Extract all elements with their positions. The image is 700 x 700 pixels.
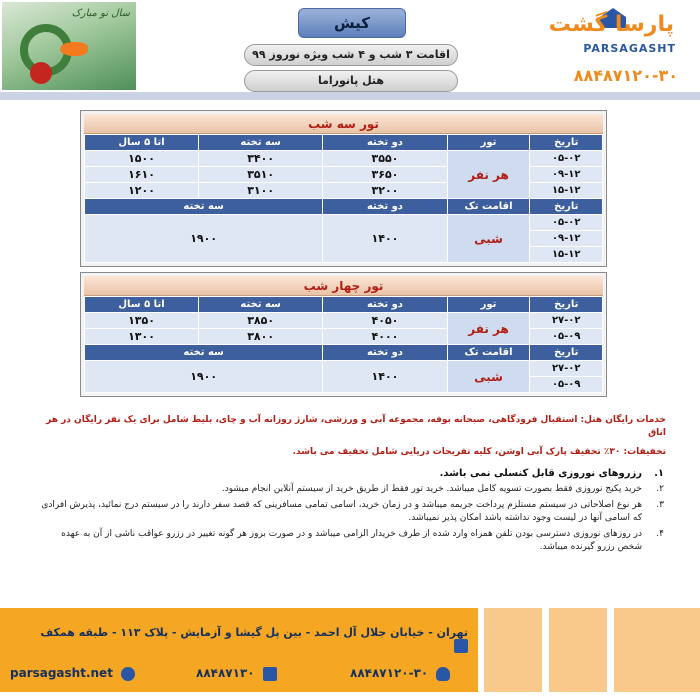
row-child: ۱۵۰۰ bbox=[85, 151, 199, 167]
row-date: ۱۵-۱۲ bbox=[530, 183, 603, 199]
row-triple: ۳۴۰۰ bbox=[198, 151, 322, 167]
tour-three-nights bbox=[80, 110, 607, 267]
per-person-label: هر نفر bbox=[447, 313, 530, 345]
decor-square bbox=[484, 608, 542, 692]
rules-list bbox=[36, 467, 666, 554]
extra-header-row bbox=[85, 199, 603, 215]
row-date: ۱۵-۱۲ bbox=[530, 247, 603, 263]
col-triple: سه تخته bbox=[198, 135, 322, 151]
row-triple: ۳۵۱۰ bbox=[198, 167, 322, 183]
item-number: ۳. bbox=[656, 500, 664, 510]
item-number: ۱. bbox=[654, 468, 664, 479]
col-double: دو تخته bbox=[323, 345, 447, 361]
col-child: اتا ۵ سال bbox=[85, 135, 199, 151]
phone-number bbox=[350, 666, 450, 681]
item-text: هر نوع اصلاحاتی در سیستم مستلزم پرداخت جریمه میباشد و در زمان خرید، اسامی تمامی مسافرینی که قصد سفر دارند را در سیستم درج نمائید، پذیرش افرادی که اسامی آنها در لیست وجود نداشته باشد امکان پذیر نمیباشد. bbox=[41, 500, 642, 523]
col-triple: سه تخته bbox=[85, 199, 323, 215]
header bbox=[0, 0, 700, 96]
extra-triple-price: ۱۹۰۰ bbox=[85, 361, 323, 393]
row-date: ۰۵-۰۹ bbox=[530, 329, 603, 345]
goldfish-icon bbox=[60, 42, 88, 56]
extra-header-row bbox=[85, 345, 603, 361]
free-services-note: خدمات رایگان هتل: استقبال فرودگاهی، صبحانه بوفه، مجموعه آبی و ورزشی، شارژ روزانه آب و چای، بلیط شامل برای یک نفر رایگان در هر اتاق bbox=[46, 415, 666, 438]
discounts-note: تخفیفات: ۳۰٪ تخفیف پارک آبی اوشن، کلیه تفریحات دریایی شامل تخفیف می باشد. bbox=[292, 447, 666, 457]
greeting-text: سال نو مبارک bbox=[71, 8, 130, 19]
brand-latin: PARSAGASHT bbox=[583, 42, 676, 55]
decor-square bbox=[614, 608, 700, 692]
col-child: اتا ۵ سال bbox=[85, 297, 199, 313]
address-text: تهران - خیابان جلال آل احمد - بین پل گیشا و آزمایش - پلاک ۱۱۳ - طبقه همکف bbox=[40, 626, 468, 639]
row-date: ۲۷-۰۲ bbox=[530, 313, 603, 329]
tour4-price-table bbox=[84, 296, 603, 393]
row-date: ۰۵-۰۹ bbox=[530, 377, 603, 393]
row-double: ۳۲۰۰ bbox=[323, 183, 447, 199]
col-extra-stay: اقامت تک bbox=[447, 345, 530, 361]
table-row bbox=[85, 313, 603, 329]
row-child: ۱۳۰۰ bbox=[85, 329, 199, 345]
col-double: دو تخته bbox=[323, 199, 447, 215]
row-double: ۳۵۵۰ bbox=[323, 151, 447, 167]
list-item bbox=[36, 528, 664, 554]
col-tour: تور bbox=[447, 297, 530, 313]
header-divider bbox=[0, 92, 700, 100]
col-triple: سه تخته bbox=[85, 345, 323, 361]
col-tour: تور bbox=[447, 135, 530, 151]
fax-text: ۸۸۴۸۷۱۳۰ bbox=[196, 666, 255, 680]
row-child: ۱۶۱۰ bbox=[85, 167, 199, 183]
col-double: دو تخته bbox=[323, 135, 447, 151]
per-night-label: شبی bbox=[447, 361, 530, 393]
col-extra-stay: اقامت تک bbox=[447, 199, 530, 215]
row-date: ۲۷-۰۲ bbox=[530, 361, 603, 377]
building-icon bbox=[454, 639, 468, 653]
table-header-row bbox=[85, 297, 603, 313]
address bbox=[28, 626, 468, 653]
terms-notes bbox=[36, 414, 666, 557]
nowruz-image bbox=[2, 2, 136, 90]
col-double: دو تخته bbox=[323, 297, 447, 313]
row-date: ۰۵-۰۲ bbox=[530, 215, 603, 231]
row-double: ۳۶۵۰ bbox=[323, 167, 447, 183]
item-text: رزروهای نوروزی قابل کنسلی نمی باشد. bbox=[439, 468, 642, 479]
col-date: تاریخ bbox=[530, 297, 603, 313]
row-triple: ۳۱۰۰ bbox=[198, 183, 322, 199]
destination-title: کیش bbox=[298, 8, 406, 38]
table-row bbox=[85, 215, 603, 231]
item-text: خرید پکیج نوروزی فقط بصورت تسویه کامل میباشد. خرید تور فقط از طریق خرید از سیستم آنلاین انجام میشود. bbox=[221, 484, 642, 494]
website[interactable] bbox=[10, 666, 135, 681]
tour3-title: تور سه شب bbox=[84, 114, 603, 134]
row-triple: ۳۸۵۰ bbox=[198, 313, 322, 329]
list-item bbox=[36, 467, 664, 480]
footer bbox=[0, 598, 700, 700]
apple-icon bbox=[30, 62, 52, 84]
list-item bbox=[36, 499, 664, 525]
brand-logo bbox=[510, 8, 690, 88]
list-item bbox=[36, 483, 664, 496]
person-icon bbox=[436, 667, 450, 681]
extra-double-price: ۱۴۰۰ bbox=[323, 361, 447, 393]
extra-triple-price: ۱۹۰۰ bbox=[85, 215, 323, 263]
tour3-price-table bbox=[84, 134, 603, 263]
per-night-label: شبی bbox=[447, 215, 530, 263]
table-row bbox=[85, 361, 603, 377]
fax-number bbox=[196, 666, 277, 681]
tour-four-nights bbox=[80, 272, 607, 397]
website-text: parsagasht.net bbox=[10, 666, 113, 680]
item-text: در روزهای نوروزی دسترسی بودن تلفن همراه وارد شده از طرف خریدار الزامی میباشد و در صورت بروز هر گونه تغییر در رزرو عواقب ناشی از آن به عهده شخص رزرو گیرنده میباشد. bbox=[61, 529, 642, 552]
col-triple: سه تخته bbox=[198, 297, 322, 313]
col-date: تاریخ bbox=[530, 199, 603, 215]
col-date: تاریخ bbox=[530, 345, 603, 361]
item-number: ۴. bbox=[656, 529, 664, 539]
row-date: ۰۹-۱۲ bbox=[530, 167, 603, 183]
per-person-label: هر نفر bbox=[447, 151, 530, 199]
row-double: ۴۰۰۰ bbox=[323, 329, 447, 345]
table-row bbox=[85, 151, 603, 167]
extra-double-price: ۱۴۰۰ bbox=[323, 215, 447, 263]
hotel-name: هتل پانوراما bbox=[244, 70, 458, 92]
row-date: ۰۵-۰۲ bbox=[530, 151, 603, 167]
brand-phone: ۸۸۴۸۷۱۲۰-۳۰ bbox=[573, 66, 678, 85]
fax-icon bbox=[263, 667, 277, 681]
phone-text: ۸۸۴۸۷۱۲۰-۳۰ bbox=[350, 666, 429, 680]
row-triple: ۳۸۰۰ bbox=[198, 329, 322, 345]
col-date: تاریخ bbox=[530, 135, 603, 151]
row-child: ۱۲۰۰ bbox=[85, 183, 199, 199]
row-child: ۱۳۵۰ bbox=[85, 313, 199, 329]
contact-bar bbox=[0, 608, 478, 692]
globe-icon bbox=[121, 667, 135, 681]
row-date: ۰۹-۱۲ bbox=[530, 231, 603, 247]
decor-square bbox=[549, 608, 607, 692]
row-double: ۴۰۵۰ bbox=[323, 313, 447, 329]
tour4-title: تور چهار شب bbox=[84, 276, 603, 296]
table-header-row bbox=[85, 135, 603, 151]
stay-subtitle: اقامت ۳ شب و ۴ شب ویژه نوروز ۹۹ bbox=[244, 44, 458, 66]
item-number: ۲. bbox=[656, 484, 664, 494]
brand-name: پارسا گشت bbox=[548, 12, 674, 37]
